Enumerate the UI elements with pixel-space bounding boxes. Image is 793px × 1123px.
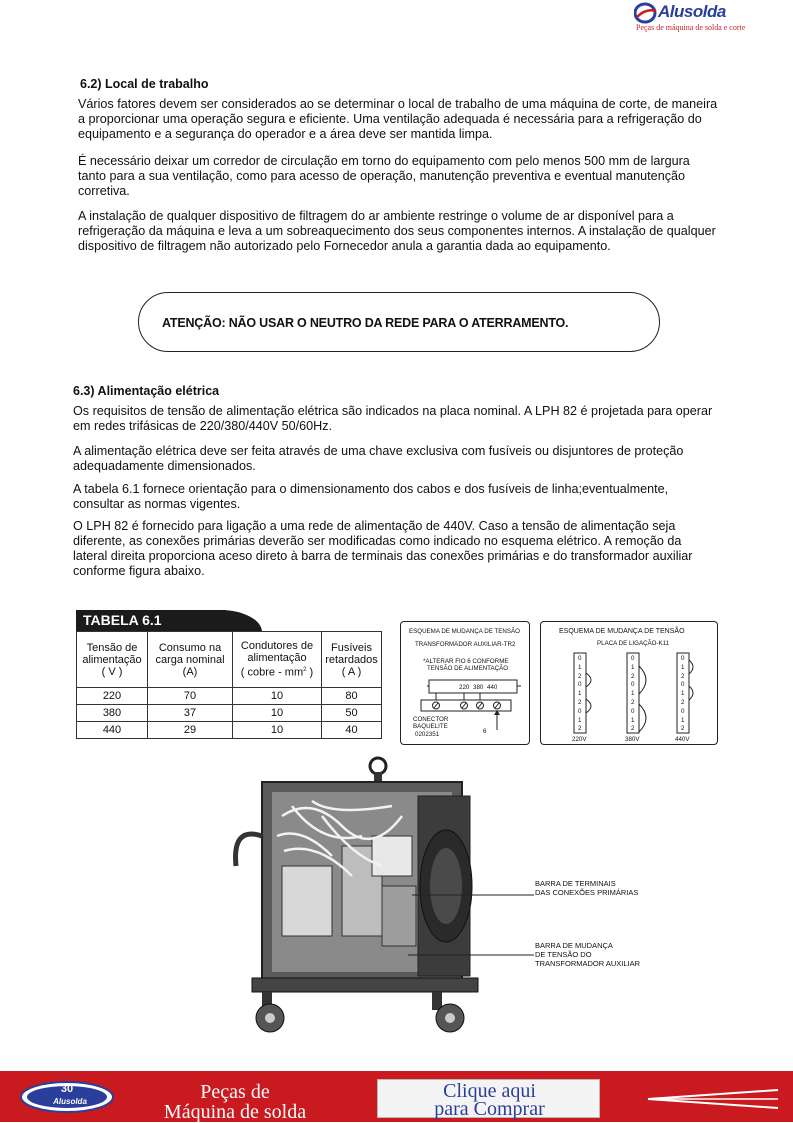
callout-voltage-bar [535,941,640,968]
strip-label: 0 [631,681,635,689]
header-voltage-line2: alimentação [82,653,142,666]
callout-terminal-bar [535,879,638,897]
table-row [77,688,382,705]
buy-button-line2: para Comprar [434,1098,545,1120]
section-6-2-paragraph-3: A instalação de qualquer dispositivo de filtragem do ar ambiente restringe o volume de ar disponível para a refrigeração da máquina e leva a um sobreaquecimento dos seus componentes internos. A instalação de qualquer dispositivo de filtragem não autorizado pelo Fornecedor anula a garantia dada ao equipamento. [78,209,716,253]
buy-button-label [378,1082,601,1118]
section-6-3-paragraph-3: A tabela 6.1 fornece orientação para o dimensionamento dos cabos e dos fusíveis de linha;eventualmente, consultar as normas vigentes. [73,482,669,511]
callout-voltage-bar-line3: TRANSFORMADOR AUXILIAR [535,959,641,968]
header-consumption-line1: Consumo na [158,641,222,654]
strip-label: 2 [681,725,685,733]
header-voltage-line1: Tensão de [86,641,138,654]
strip-label: 2 [681,672,685,680]
table-cell: 37 [148,705,233,722]
strip-label: 0 [681,681,685,689]
table-cell: 220 [77,688,148,705]
wire-6-label: 6 [483,728,487,735]
table-cell: 10 [233,688,322,705]
strip-label: 0 [578,655,582,662]
strip-label: 0 [681,655,685,662]
strip-label: 1 [578,663,582,671]
strip-label: 0 [631,655,635,662]
voltage-220-label: 220V [572,736,587,743]
strip-label: 0 [578,681,582,689]
callout-terminal-bar-line1: BARRA DE TERMINAIS [535,879,616,888]
table-cell: 80 [322,688,382,705]
strip-label: 1 [631,716,635,724]
header-conductors-line2: alimentação [247,652,307,665]
strip-label: 2 [578,672,582,680]
table-cell: 70 [148,688,233,705]
section-6-2-paragraph-2: É necessário deixar um corredor de circulação em torno do equipamento com pelo menos 500 mm de largura tanto para a sua ventilação, como para acesso de operação, manutenção preventiva e eventual manutenção corretiva. [78,154,690,198]
schematic-transformer-tr2 [400,621,530,745]
schematic-1-subtitle: TRANSFORMADOR AUXILIAR-TR2 [415,641,516,648]
header-consumption [148,632,233,688]
strip-label: 0 [631,707,635,715]
section-6-3-title: 6.3) Alimentação elétrica [73,384,220,398]
brand-logo [634,2,790,36]
strip-label: 2 [631,725,635,733]
brand-tagline: Peças de máquina de solda e corte [636,23,746,32]
machine-internal-photo [222,756,522,1042]
header-fuses-line1: Fusíveis [331,641,372,654]
table-header-row [77,632,382,688]
header-voltage [77,632,148,688]
connector-label-1: CONECTOR [413,716,449,723]
badge-number: 30 [60,1083,74,1095]
terminal-380-label: 380 [473,684,484,691]
buy-button-line1: Clique aqui [443,1080,536,1102]
callout-voltage-bar-line2: DE TENSÃO DO [535,950,592,959]
strip-label: 1 [681,690,685,698]
alusolda-30-years-badge-icon [18,1079,116,1113]
attention-box [138,292,660,352]
table-title: TABELA 6.1 [83,612,162,628]
k11-terminal-strips [541,622,717,744]
badge-brand: Alusolda [53,1097,87,1106]
voltage-380-label: 380V [625,736,640,743]
section-6-3-paragraph-2: A alimentação elétrica deve ser feita através de uma chave exclusiva com fusíveis ou disjuntores de proteção adequadamente dimensionados. [73,444,684,473]
strip-label: 1 [681,716,685,724]
callout-leader-lines [520,894,534,964]
header-fuses-line2: retardados [325,653,378,666]
schematic-1-title: ESQUEMA DE MUDANÇA DE TENSÃO [409,628,520,635]
strip-3-labels [681,655,684,734]
header-voltage-line3: ( V ) [101,665,123,678]
terminal-440-label: 440 [487,684,498,691]
header-conductors-close: ) [306,666,314,679]
table-title-tab [76,610,226,632]
header-consumption-line2: carga nominal [155,653,225,666]
brand-name: Alusolda [658,2,726,21]
connector-label-2: BAQUELITE [413,723,448,730]
header-conductors-line1: Condutores de [240,640,314,653]
section-6-2-paragraph-1: Vários fatores devem ser considerados ao se determinar o local de trabalho de uma máquina de corte, de maneira a proporcionar uma operação segura e eficiente. Uma ventilação adequada é necessária para a refrigeração do equipamento e a segurança do operador e a área deve ser mantida limpa. [78,97,718,141]
strip-label: 1 [681,663,685,671]
section-6-2-title: 6.2) Local de trabalho [80,77,209,91]
arrow-left-icon [640,1084,780,1114]
header-conductors-sup: 2 [303,667,307,674]
voltage-440-label: 440V [675,736,690,743]
table-cell: 29 [148,722,233,739]
attention-text: ATENÇÃO: NÃO USAR O NEUTRO DA REDE PARA O ATERRAMENTO. [162,316,569,330]
header-fuses [322,632,382,688]
strip-label: 2 [631,698,635,706]
table-6-1 [76,631,382,739]
strip-2-labels [631,655,634,734]
strip-label: 1 [578,690,582,698]
schematic-1-note-1: *ALTERAR FIO 6 CONFORME [423,658,509,665]
footer-left-line2: Máquina de solda [163,1101,307,1123]
strip-label: 2 [578,698,582,706]
section-6-3-paragraph-4: O LPH 82 é fornecido para ligação a uma rede de alimentação de 440V. Caso a tensão de alimentação seja diferente, as conexões primárias deverão ser modificadas como indicado no esquema elétrico. A remoção da lateral direita proporciona aceso direto à barra de terminais das conexões primárias e do transformador auxiliar conforme figura abaixo. [73,519,693,578]
header-consumption-line3: (A) [182,665,198,678]
table-cell: 10 [233,705,322,722]
callout-voltage-bar-line1: BARRA DE MUDANÇA [535,941,613,950]
table-cell: 10 [233,722,322,739]
strip-label: 2 [631,672,635,680]
table-cell: 440 [77,722,148,739]
strip-label: 1 [631,690,635,698]
table-row [77,722,382,739]
schematic-k11-board [540,621,718,745]
alusolda-logo-icon [634,2,658,24]
header-conductors-line3: ( cobre - mm [240,666,304,679]
terminal-220-label: 220 [459,684,470,691]
callout-terminal-bar-line2: DAS CONEXÕES PRIMÁRIAS [535,888,639,897]
table-row [77,705,382,722]
section-6-3-paragraph-1: Os requisitos de tensão de alimentação elétrica são indicados na placa nominal. A LPH 82 é projetada para operar em redes trifásicas de 220/380/440V 50/60Hz. [73,404,713,433]
schematic-2-subtitle: PLACA DE LIGAÇÃO-K11 [597,640,670,647]
table-cell: 380 [77,705,148,722]
buy-button[interactable] [377,1079,600,1118]
strip-label: 1 [631,663,635,671]
strip-label: 2 [578,725,582,733]
footer-left-line1: Peças de [200,1081,270,1103]
header-conductors [233,632,322,688]
strip-label: 0 [681,707,685,715]
connector-label-3: 0202351 [415,731,440,738]
strip-label: 0 [578,707,582,715]
schematic-1-note-2: TENSÃO DE ALIMENTAÇÃO [427,665,509,672]
strip-1-labels [578,655,581,734]
strip-label: 1 [578,716,582,724]
strip-label: 2 [681,698,685,706]
table-cell: 40 [322,722,382,739]
header-fuses-line3: ( A ) [341,665,362,678]
footer-left-text [135,1082,335,1122]
schematic-2-title: ESQUEMA DE MUDANÇA DE TENSÃO [559,628,685,635]
table-cell: 50 [322,705,382,722]
